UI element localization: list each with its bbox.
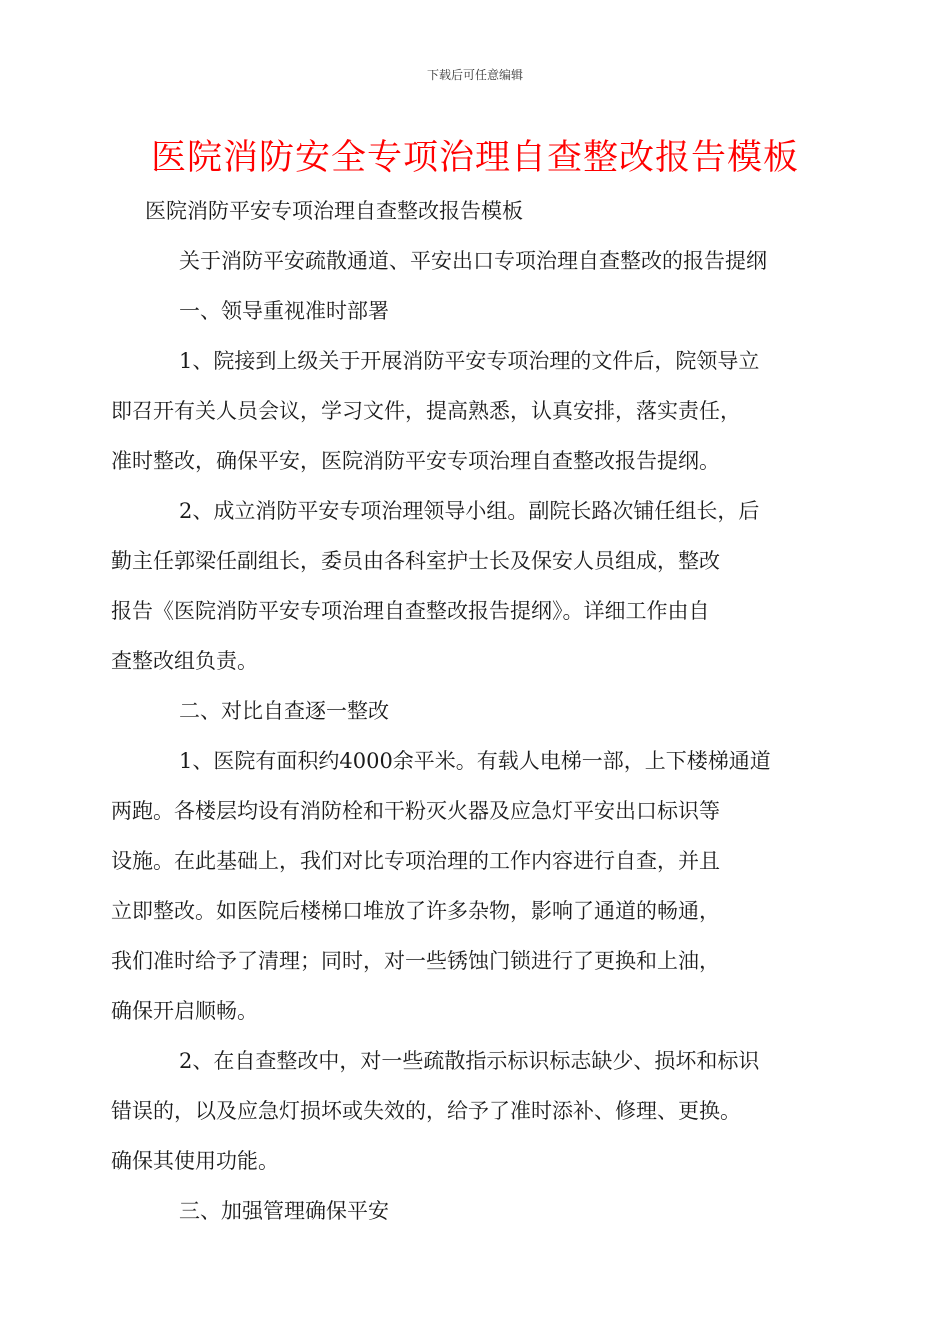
paragraph-line: 立即整改。如医院后楼梯口堆放了许多杂物，影响了通道的畅通， xyxy=(111,899,720,923)
paragraph-line: 两跑。各楼层均设有消防栓和干粉灭火器及应急灯平安出口标识等 xyxy=(111,799,720,823)
paragraph-line: 准时整改，确保平安，医院消防平安专项治理自查整改报告提纲。 xyxy=(111,449,720,473)
document-body xyxy=(111,186,825,1236)
paragraph-line: 2、成立消防平安专项治理领导小组。副院长路次铺任组长，后 xyxy=(179,499,760,523)
paragraph-line: 即召开有关人员会议，学习文件，提高熟悉，认真安排，落实责任， xyxy=(111,399,741,423)
paragraph-line: 勤主任郭梁任副组长，委员由各科室护士长及保安人员组成，整改 xyxy=(111,549,720,573)
section-2-item-1 xyxy=(111,736,825,1036)
paragraph-line: 1、院接到上级关于开展消防平安专项治理的文件后，院领导立 xyxy=(179,349,760,373)
header-note: 下载后可任意编辑 xyxy=(426,68,523,82)
section-1-heading: 一、领导重视准时部署 xyxy=(179,299,389,323)
section-3-heading: 三、加强管理确保平安 xyxy=(179,1199,389,1223)
section-2-item-2 xyxy=(111,1036,825,1186)
section-1-item-2 xyxy=(111,486,825,686)
outline-heading: 关于消防平安疏散通道、平安出口专项治理自查整改的报告提纲 xyxy=(179,249,767,273)
paragraph-line: 设施。在此基础上，我们对比专项治理的工作内容进行自查，并且 xyxy=(111,849,720,873)
paragraph-line: 确保开启顺畅。 xyxy=(111,999,258,1023)
paragraph-line: 2、在自查整改中，对一些疏散指示标识标志缺少、损坏和标识 xyxy=(179,1049,760,1073)
paragraph-line: 我们准时给予了清理；同时，对一些锈蚀门锁进行了更换和上油， xyxy=(111,949,720,973)
paragraph-line: 确保其使用功能。 xyxy=(111,1149,279,1173)
document-title: 医院消防安全专项治理自查整改报告模板 xyxy=(150,138,799,178)
paragraph-line: 1、医院有面积约4000余平米。有载人电梯一部，上下楼梯通道 xyxy=(179,749,771,773)
paragraph-line: 查整改组负责。 xyxy=(111,649,258,673)
section-1-item-1 xyxy=(111,336,825,486)
section-2-heading: 二、对比自查逐一整改 xyxy=(179,699,389,723)
subtitle: 医院消防平安专项治理自查整改报告模板 xyxy=(145,199,523,223)
paragraph-line: 报告《医院消防平安专项治理自查整改报告提纲》。详细工作由自 xyxy=(111,599,710,623)
paragraph-line: 错误的，以及应急灯损坏或失效的，给予了准时添补、修理、更换。 xyxy=(111,1099,741,1123)
